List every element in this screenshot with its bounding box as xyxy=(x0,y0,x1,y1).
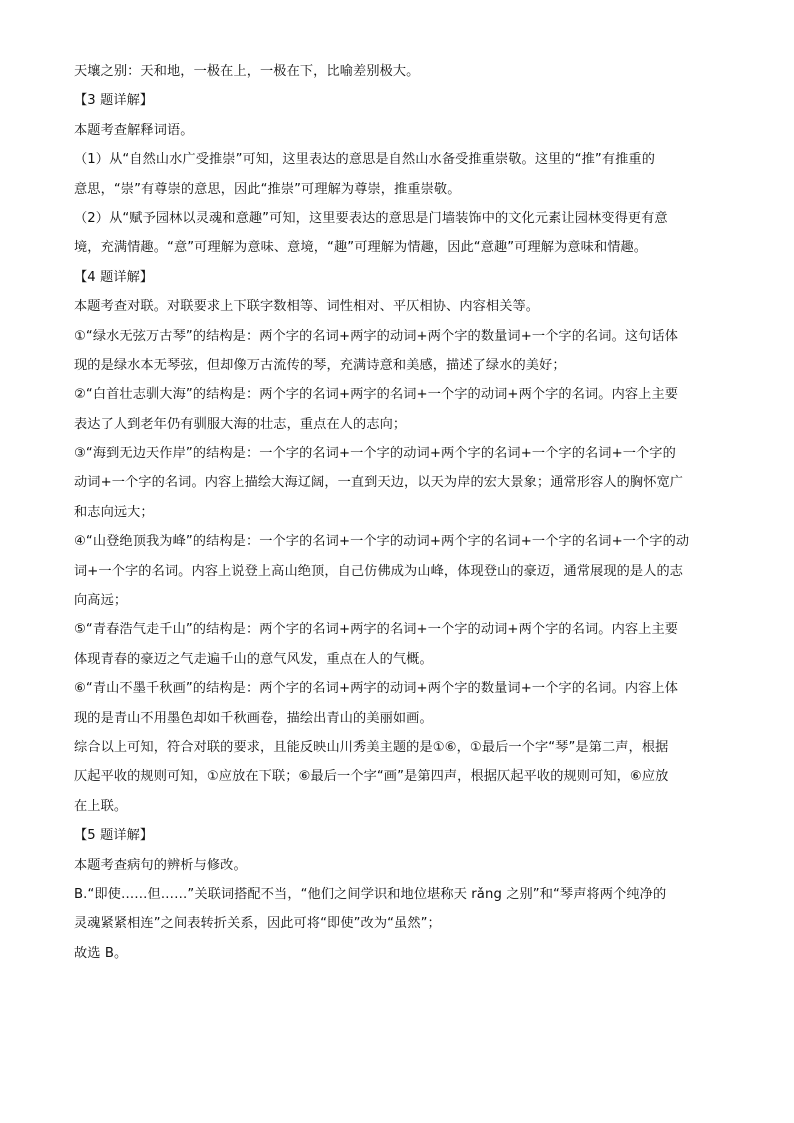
text-line: 本题考查解释词语。 xyxy=(74,122,194,138)
text-line: 故选 B。 xyxy=(74,945,128,961)
text-line: ②“白首壮志驯大海”的结构是：两个字的名词+两字的名词+一个字的动词+两个字的名词。内容上主要 xyxy=(74,387,679,403)
text-line: 现的是绿水本无琴弦，但却像万古流传的琴，充满诗意和美感，描述了绿水的美好； xyxy=(74,357,566,373)
section-heading: 【5 题详解】 xyxy=(74,828,154,844)
document-body xyxy=(74,62,724,973)
text-line: 和志向远大； xyxy=(74,504,154,520)
text-line: 表达了人到老年仍有驯服大海的壮志，重点在人的志向； xyxy=(74,416,407,432)
text-line: ⑥“青山不墨千秋画”的结构是：两个字的名词+两字的动词+两个字的数量词+一个字的名词。内容上体 xyxy=(74,681,679,697)
text-line: B.“即使……但……”关联词搭配不当，“他们之间学识和地位堪称天 rǎng 之别”和“琴声将两个纯净的 xyxy=(74,886,667,902)
section-heading: 【3 题详解】 xyxy=(74,93,154,109)
section-heading: 【4 题详解】 xyxy=(74,269,154,285)
text-line: ⑤“青春浩气走千山”的结构是：两个字的名词+两字的名词+一个字的动词+两个字的名词。内容上主要 xyxy=(74,622,679,638)
text-line: 境，充满情趣。“意”可理解为意味、意境，“趣”可理解为情趣，因此“意趣”可理解为意味和情趣。 xyxy=(74,240,648,256)
text-line: （2）从“赋予园林以灵魂和意趣”可知，这里要表达的意思是门墙装饰中的文化元素让园林变得更有意 xyxy=(74,210,668,226)
text-line: 意思，“崇”有尊崇的意思，因此“推崇”可理解为尊崇，推重崇敬。 xyxy=(74,181,461,197)
text-line: 灵魂紧紧相连”之间表转折关系，因此可将“即使”改为“虽然”； xyxy=(74,916,441,932)
text-line: 本题考查病句的辨析与修改。 xyxy=(74,857,247,873)
text-line: 在上联。 xyxy=(74,798,128,814)
text-line: （1）从“自然山水广受推崇”可知，这里表达的意思是自然山水备受推重崇敬。这里的“推”有推重的 xyxy=(74,152,656,168)
text-line: 动词+一个字的名词。内容上描绘大海辽阔，一直到天边，以天为岸的宏大景象；通常形容人的胸怀宽广 xyxy=(74,475,684,491)
text-line: 体现青春的豪迈之气走遍千山的意气风发，重点在人的气概。 xyxy=(74,651,433,667)
text-line: 词+一个字的名词。内容上说登上高山绝顶，自己仿佛成为山峰，体现登山的豪迈，通常展现的是人的志 xyxy=(74,563,684,579)
text-line: 综合以上可知，符合对联的要求，且能反映山川秀美主题的是①⑥，①最后一个字“琴”是第二声，根据 xyxy=(74,739,669,755)
text-line: 现的是青山不用墨色却如千秋画卷，描绘出青山的美丽如画。 xyxy=(74,710,433,726)
text-line: ①“绿水无弦万古琴”的结构是：两个字的名词+两字的动词+两个字的数量词+一个字的名词。这句话体 xyxy=(74,328,679,344)
text-line: ③“海到无边天作岸”的结构是：一个字的名词+一个字的动词+两个字的名词+一个字的名词+一个字的 xyxy=(74,446,676,462)
text-line: 仄起平收的规则可知，①应放在下联；⑥最后一个字“画”是第四声，根据仄起平收的规则可知，⑥应放 xyxy=(74,769,669,785)
text-line: ④“山登绝顶我为峰”的结构是：一个字的名词+一个字的动词+两个字的名词+一个字的名词+一个字的动 xyxy=(74,534,690,550)
text-line: 向高远； xyxy=(74,593,128,609)
text-line: 天壤之别：天和地，一极在上，一极在下，比喻差别极大。 xyxy=(74,64,420,79)
text-line: 本题考查对联。对联要求上下联字数相等、词性相对、平仄相协、内容相关等。 xyxy=(74,299,540,315)
